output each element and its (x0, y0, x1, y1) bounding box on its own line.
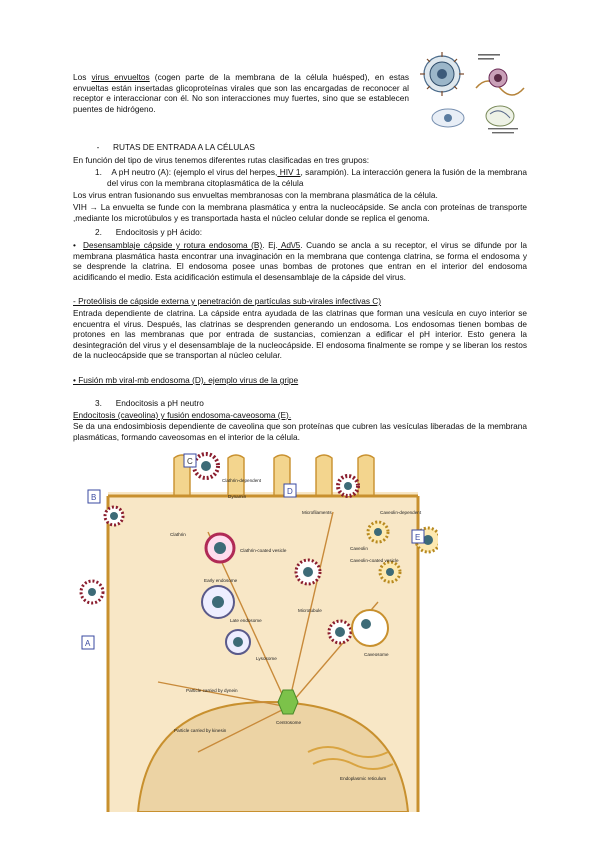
label-late-endosome: Late endosome (230, 618, 262, 623)
label-c: C (187, 457, 193, 466)
fusion-line: Los virus entran fusionando sus envueltas membranosas con la membrana plasmática de la célula. (73, 190, 438, 200)
route-item-3 (73, 398, 527, 409)
item2-text: Endocitosis y pH ácido: (115, 227, 203, 237)
route-e-paragraph: Se da una endosimbiosis dependiente de caveolina que son proteínas que cubren las vesículas liberadas de la membrana plasmáticas, formando caveosomas en el interior de la célula. (73, 421, 527, 442)
b-term2: Ad\/5 (277, 240, 301, 250)
route-c-paragraph: Entrada dependiente de clatrina. La cápside entra ayudada de las clatrinas que forman una vesícula en cuyo interior se encuentra el virus. Después, las clatrinas se desprenden generando un endosoma. Los endosomas tienen bombas de protones en las membranas que por entrada de sustancias, comienzan a edificar el pH interior. Esto genera la desintegración del virus y el desensamblaje de la nucleocápside. El endosoma finalmente se rompe y se liberan los restos de la nucleocápside que se transportan al núcleo celular. (73, 308, 527, 361)
vih-paragraph: VIH → La envuelta se funde con la membrana plasmática y entra la nucleocápside. Se ancla con proteínas de transporte ,mediante los microtúbulos y es transportada hasta el núcleo celular donde se replica el genoma. (73, 202, 527, 223)
label-b: B (91, 493, 97, 502)
label-clathrin-dependent: Clathrin-dependent (222, 478, 262, 483)
thumbnail-virus-icon (420, 52, 464, 96)
routes-lead: En función del tipo de virus tenemos diferentes rutas clasificadas en tres grupos: (73, 155, 370, 165)
label-caveosome: Caveosome (364, 652, 389, 657)
thumbnail-fusion-icon (476, 69, 524, 95)
route-c-heading: - Proteólisis de cápside externa y penetración de partículas sub-virales infectivas C) (73, 296, 382, 306)
label-early-endosome: Early endosome (204, 578, 238, 583)
routes-heading-row (73, 142, 527, 153)
label-clathrin: Clathrin (170, 532, 186, 537)
b-post: . Cuando se ancla a su receptor, el virus se difunde por la membrana plasmática hasta encontrar una invaginación en la membrana que contenga clatrina, se forma el endosoma y se desprende la clatrina. El endosoma posee unas bombas de protones que entran en el interior del endosoma acidificando el medio. Esta acidificación estimula el desensamblaje de la cápside del virus. (73, 240, 527, 282)
routes-heading: RUTAS DE ENTRADA A LA CÉLULAS (113, 142, 255, 152)
item3-number: 3. (95, 398, 102, 408)
label-caveolin-coated: Caveolin-coated vesicle (350, 558, 399, 563)
b-bullet: • (73, 240, 76, 250)
intro-post: (cogen parte de la membrana de la célula huésped), en estas envueltas están insertadas glicoproteínas virales que son las encargadas de reconocer al receptor e interaccionar con él. No son interacciones muy fuertes, sino que se establecen puentes de hidrógeno. (73, 72, 410, 114)
item1-number: 1. (95, 167, 102, 177)
b-mid: . Ej. (262, 240, 278, 250)
route-item-2 (73, 227, 527, 238)
b-term: Desensamblaje cápside y rotura endosoma (B) (83, 240, 263, 250)
label-caveolin: Caveolin (350, 546, 368, 551)
label-centrosome: Centrosome (276, 720, 302, 725)
label-particle-kinesin: Particle carried by kinesin (174, 728, 227, 733)
intro-term: virus envueltos (91, 72, 150, 82)
label-microfilaments: Microfilaments (302, 510, 332, 515)
route-e-heading: Endocitosis (caveolina) y fusión endosoma-caveosoma (E). (73, 410, 292, 420)
caveosome (352, 610, 388, 646)
label-caveolin-dependent: Caveolin-dependent (380, 510, 422, 515)
label-particle-dynein: Particle carried by dynein (186, 688, 238, 693)
routes-bullet: - (96, 142, 100, 152)
label-dynamin: Dynamin (228, 494, 247, 499)
label-a: A (85, 639, 91, 648)
thumbnail-endosome-icon (432, 106, 514, 127)
intro-paragraph (73, 72, 409, 114)
item2-number: 2. (95, 227, 102, 237)
intro-pre: Los (73, 72, 92, 82)
route-b-paragraph (73, 240, 527, 282)
route-d-heading: • Fusión mb viral-mb endosoma (D), ejemplo virus de la gripe (73, 375, 299, 385)
viral-entry-routes-figure (78, 452, 438, 812)
route-item-1 (73, 167, 527, 188)
item1-pre: A pH neutro (A): (ejemplo el virus del herpes, (111, 167, 278, 177)
label-lysosome: Lysosome (256, 656, 277, 661)
label-microtubule: Microtubule (298, 608, 322, 613)
label-e: E (415, 533, 421, 542)
centrosome-icon (278, 690, 298, 714)
label-er: Endoplasmic reticulum (340, 776, 387, 781)
label-d: D (287, 487, 293, 496)
item1-post: , sarampión). La interacción genera la fusión de la membrana del virus con la membrana citoplasmática de la célula (107, 167, 527, 188)
label-clathrin-coated: Clathrin-coated vesicle (240, 548, 287, 553)
item1-term: HIV 1 (277, 167, 301, 177)
item3-text: Endocitosis a pH neutro (115, 398, 204, 408)
virus-structure-thumbnail (418, 48, 528, 136)
